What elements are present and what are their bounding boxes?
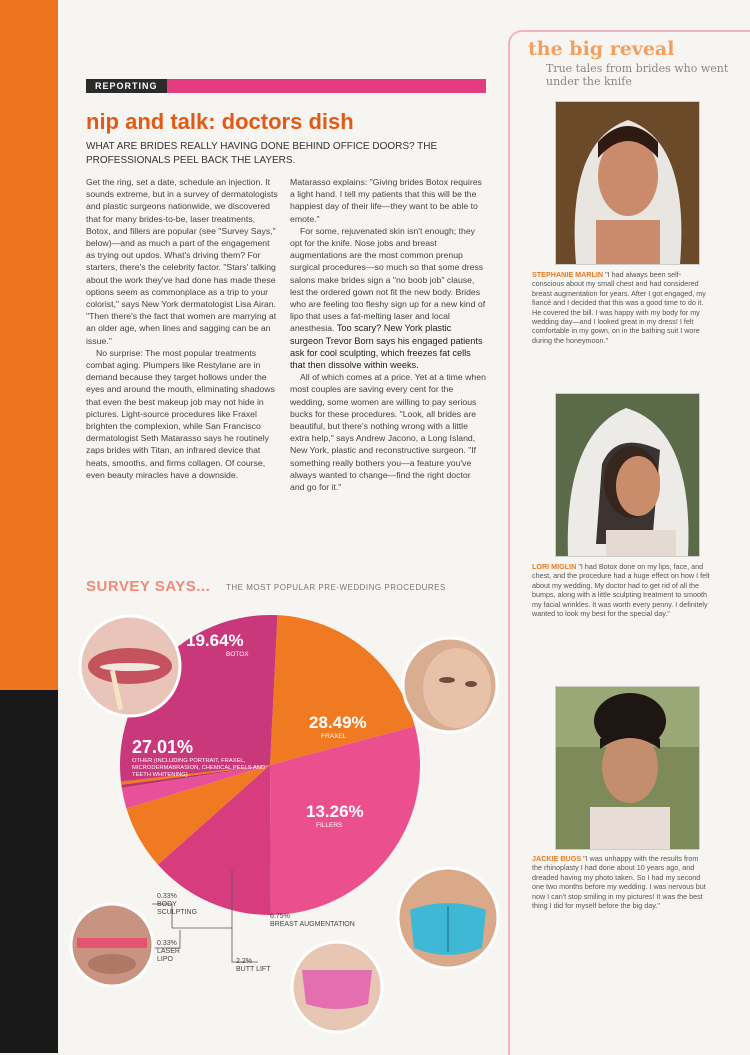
- lab-body-sculpting: BODY SCULPTING: [157, 901, 198, 916]
- lab-butt-lift: BUTT LIFT: [236, 966, 271, 973]
- bride-name-1: STEPHANIE MARLIN: [532, 270, 604, 279]
- lab-botox: BOTOX: [226, 651, 249, 658]
- body-paragraph: All of which comes at a price. Yet at a time when most couples are saving every cent for the wedding, some women are willing to pay serious bucks for these procedures. "Look, all brides are beautiful, but there's nothing wrong with a little extra help," says Andrew Jacono, a Long Island, New York, plastic and reconstructive surgeon. "If something really bothers you—a feature you've always wanted to change—find the right doctor and go for it.": [290, 372, 486, 493]
- pct-botox: 19.64%: [186, 631, 244, 650]
- body-paragraph: Get the ring, set a date, schedule an injection. It sounds extreme, but in a survey of dermatologists and plastic surgeons nationwide, we discovered that for many brides-to-be, laser treatments, Botox, and fillers are popular (see "Survey Says," below)—and as much a part of the engagement as trying out updos. What's driving them? For starters, there's the celebrity factor. "Stars' talking about the work they've had done has made these options seem as commonplace as a trip to your colorist," says New York dermatologist Lisa Airan. "Then there's the fact that women are marrying at an older age, when lines and sagging can be an issue.": [86, 177, 278, 346]
- section-tag: REPORTING: [86, 79, 167, 93]
- pct-fraxel: 28.49%: [309, 713, 367, 732]
- body-paragraph: No surprise: The most popular treatments combat aging. Plumpers like Restylane are in demand because they target hollows under the eyes and around the mouth, eliminating shadows that even the best makeup job may not hide in pictures. Light-source procedures like Fraxel brighten the complexion, while San Francisco dermatologist Seth Matarasso says he routinely zaps brides with Titan, an infrared device that heats, smooths, and firms collagen. Of course, even beauty miracles have a downside.: [86, 347, 275, 480]
- bride-text-1: "I had always been self-conscious about my small chest and had considered breast augmentation for years. After I got engaged, my fiancé and I decided that this was a good time to do it. He covered the bill. I was happy with my body for my wedding day—and I looked great in my dress! I felt comfortable in my gown, on in the bathing suit I wore during the honeymoon.": [532, 270, 706, 345]
- bride-photo-3: [555, 686, 700, 850]
- lab-other: OTHER (INCLUDING PORTRAIT, FRAXEL, MICRODERMABRASION, CHEMICAL PEELS AND TEETH WHITENING): [132, 758, 266, 778]
- pct-other: 27.01%: [132, 737, 194, 757]
- lips-photo: [78, 614, 182, 718]
- callout-breast: [270, 913, 355, 929]
- sidebar-title: the big reveal: [528, 38, 675, 60]
- pct-butt-lift: 2.2%: [236, 958, 252, 965]
- lab-fillers: FILLERS: [316, 822, 343, 829]
- pct-body-sculpting: 0.33%: [157, 893, 177, 900]
- bride-caption-1: [532, 270, 710, 345]
- body-paragraph: Matarasso explains: "Giving brides Botox requires a light hand. I tell my patients that this will be the happiest day of their life—they want to be able to emote.": [290, 177, 482, 224]
- pct-laser-lipo: 0.33%: [157, 940, 177, 947]
- callout-laser-lipo: [157, 940, 197, 964]
- bride-name-2: LORI MIGLIN: [532, 562, 577, 571]
- bride-photo-2: [555, 393, 700, 557]
- body-text: For some, rejuvenated skin isn't enough; they opt for the knife. Nose jobs and breast augmentations are the most common prenup surgical procedures—so much so that some dress salons make brides sign a "no boob job" clause, lest the ordered gown not fit the new body. Brides who are feeling too fleshy sign up for a new kind of lipo that uses a fat-melting laser and local anesthesia.: [290, 225, 486, 334]
- deck: WHAT ARE BRIDES REALLY HAVING DONE BEHIND OFFICE DOORS? THE PROFESSIONALS PEEL BACK THE LAYERS.: [86, 141, 438, 166]
- pct-breast: 6.75%: [270, 913, 290, 920]
- swimsuit-photo: [396, 866, 500, 970]
- hips-photo: [290, 940, 384, 1034]
- pct-fillers: 13.26%: [306, 802, 364, 821]
- lab-laser-lipo: LASER LIPO: [157, 948, 180, 963]
- headline: nip and talk: doctors dish: [86, 109, 354, 134]
- lab-fraxel: FRAXEL: [321, 733, 347, 740]
- callout-butt-lift: [236, 958, 270, 974]
- bride-text-3: "I was unhappy with the results from the rhinoplasty I had done about 10 years ago, and dreaded having my photo taken. So I had my second one two months before my wedding. I was nervous but now I can't stop smiling in my pictures! It was the best thing I did for myself before the big day.": [532, 854, 706, 911]
- waist-photo: [69, 902, 155, 988]
- bride-name-3: JACKIE BUGS: [532, 854, 582, 863]
- lab-breast: BREAST AUGMENTATION: [270, 921, 355, 928]
- body-text-emphasis: Too scary? New York plastic surgeon Trevor Born says his engaged patients ask for cool sculpting, which freezes fat cells that then dissolve within weeks.: [290, 323, 483, 371]
- survey-title: SURVEY SAYS...: [86, 578, 211, 595]
- bride-text-2: "I had Botox done on my lips, face, and chest, and the procedure had a huge effect on how I felt about my wedding. My doctor had to get rid of all the bumps, along with a little sculpting treatment to smooth my facial wrinkles. It was worth every penny. I definitely wanted to look my best for the special day.": [532, 562, 710, 619]
- callout-body-sculpting: [157, 893, 217, 917]
- survey-subtitle: THE MOST POPULAR PRE-WEDDING PROCEDURES: [226, 583, 446, 592]
- sidebar-subtitle: True tales from brides who went under the knife: [546, 62, 729, 88]
- bride-photo-1: [555, 101, 700, 265]
- bride-caption-3: [532, 854, 710, 910]
- bride-caption-2: [532, 562, 710, 618]
- face-photo: [401, 636, 499, 734]
